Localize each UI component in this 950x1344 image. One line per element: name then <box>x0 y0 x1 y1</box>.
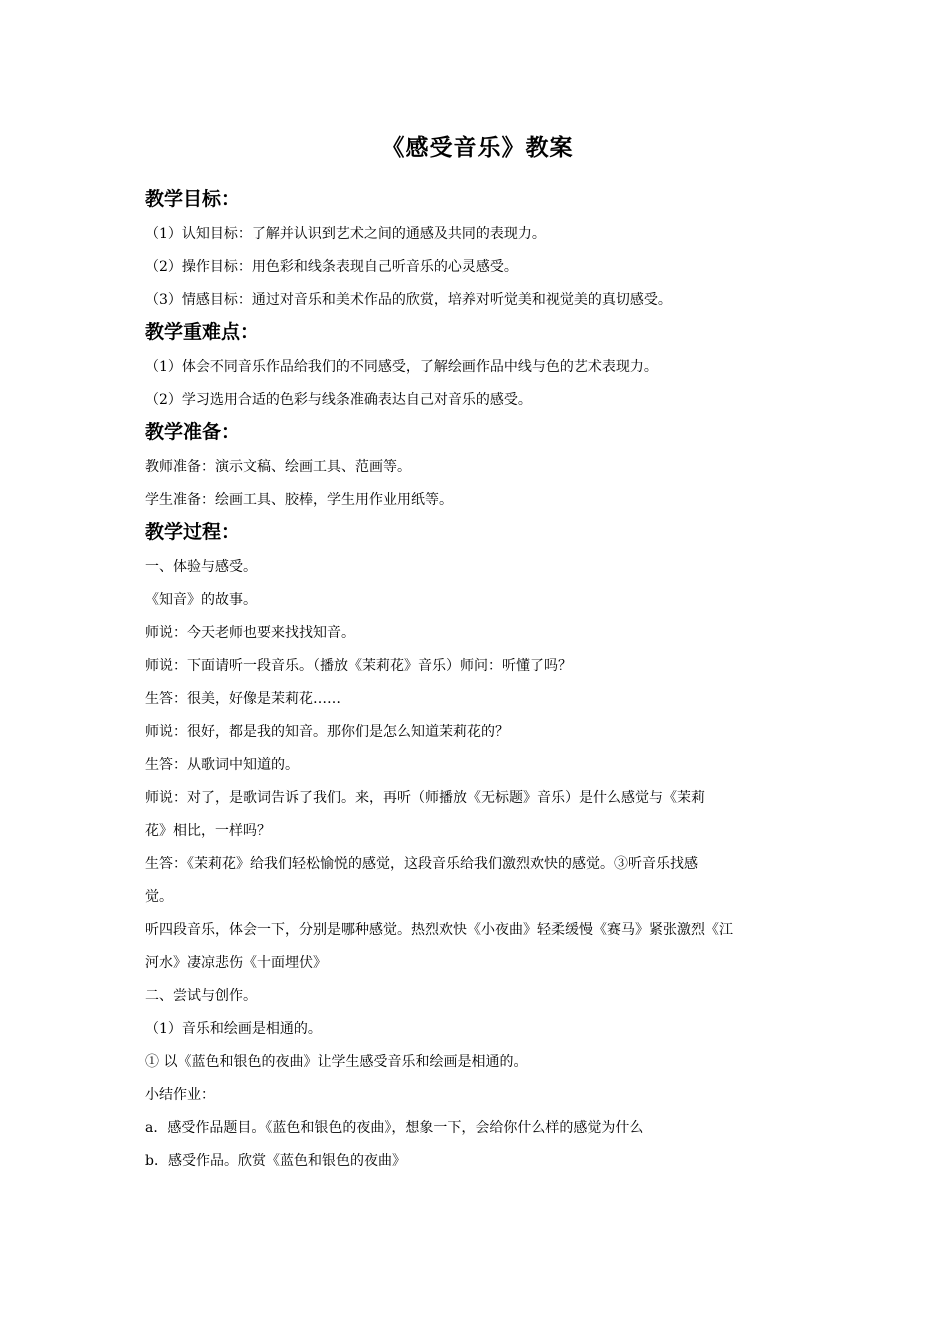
key-point-item: （1）体会不同音乐作品给我们的不同感受，了解绘画作品中线与色的艺术表现力。 <box>145 359 658 375</box>
process-line: 师说：下面请听一段音乐。（播放《茉莉花》音乐）师问：听懂了吗？ <box>145 658 572 674</box>
process-line: a．感受作品题目。《蓝色和银色的夜曲》，想象一下，会给你什么样的感觉为什么 <box>145 1120 644 1136</box>
document-page <box>145 130 810 1178</box>
objective-item: （2）操作目标：用色彩和线条表现自己听音乐的心灵感受。 <box>145 259 518 275</box>
process-line: 觉。 <box>145 889 173 905</box>
process-line: 生答：《茉莉花》给我们轻松愉悦的感觉，这段音乐给我们激烈欢快的感觉。③听音乐找感 <box>145 856 698 872</box>
process-line: 生答：从歌词中知道的。 <box>145 757 299 773</box>
section-key-points <box>145 317 810 417</box>
heading-process: 教学过程： <box>145 521 241 543</box>
heading-key-points: 教学重难点： <box>145 321 260 343</box>
process-line: 听四段音乐，体会一下，分别是哪种感觉。热烈欢快《小夜曲》轻柔缓慢《赛马》紧张激烈《江 <box>145 922 733 938</box>
process-line: 《知音》的故事。 <box>145 592 257 608</box>
process-line: ① 以《蓝色和银色的夜曲》让学生感受音乐和绘画是相通的。 <box>145 1054 528 1070</box>
document-title: 《感受音乐》教案 <box>381 135 574 161</box>
objective-item: （3）情感目标：通过对音乐和美术作品的欣赏，培养对听觉美和视觉美的真切感受。 <box>145 292 672 308</box>
process-line: 师说：很好，都是我的知音。那你们是怎么知道茉莉花的？ <box>145 724 509 740</box>
process-line: 小结作业： <box>145 1087 215 1103</box>
process-line: 二、尝试与创作。 <box>145 988 257 1004</box>
process-line: 师说：今天老师也要来找找知音。 <box>145 625 355 641</box>
section-process <box>145 517 810 1178</box>
process-line: 花》相比，一样吗？ <box>145 823 271 839</box>
section-preparation <box>145 417 810 517</box>
key-point-item: （2）学习选用合适的色彩与线条准确表达自己对音乐的感受。 <box>145 392 532 408</box>
process-line: 一、体验与感受。 <box>145 559 257 575</box>
heading-preparation: 教学准备： <box>145 421 241 443</box>
preparation-item: 学生准备：绘画工具、胶棒，学生用作业用纸等。 <box>145 492 453 508</box>
section-objectives <box>145 184 810 317</box>
process-line: b．感受作品。欣赏《蓝色和银色的夜曲》 <box>145 1153 406 1169</box>
process-line: 师说：对了，是歌词告诉了我们。来，再听（师播放《无标题》音乐）是什么感觉与《茉莉 <box>145 790 705 806</box>
heading-objectives: 教学目标： <box>145 188 241 210</box>
process-line: （1）音乐和绘画是相通的。 <box>145 1021 322 1037</box>
objective-item: （1）认知目标：了解并认识到艺术之间的通感及共同的表现力。 <box>145 226 546 242</box>
process-line: 生答：很美，好像是茉莉花…… <box>145 691 341 707</box>
preparation-item: 教师准备：演示文稿、绘画工具、范画等。 <box>145 459 411 475</box>
process-line: 河水》凄凉悲伤《十面埋伏》 <box>145 955 327 971</box>
